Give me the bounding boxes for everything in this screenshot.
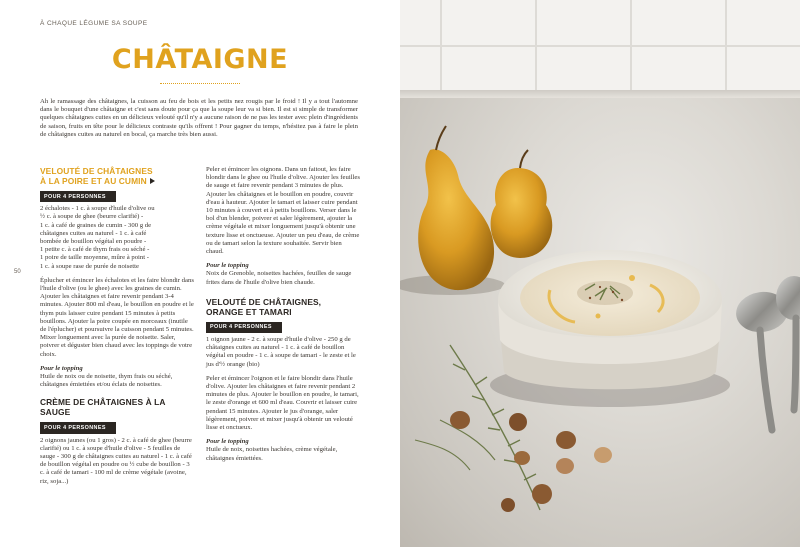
pear-icon: [418, 126, 494, 290]
recipe-title-orange-line2: ORANGE ET TAMARI: [206, 306, 292, 317]
steps-poire: Éplucher et émincer les échalotes et les faire blondir dans l'huile d'olive (ou le ghee) avec les graines de cumin. Ajouter les châtaignes et faire revenir pendant 3-4 minutes. Ajouter 800 ml d'eau, le bouillon en poudre et le thym puis laisser cuire pendant 15 minutes à petits bouillons. Ajouter la poire coupée en morceaux (inutile de l'éplucher) et poursuivre la cuisson pendant 5 minutes. Mixer longuement avec la purée de noisette. Saler, poivrer et déguster bien chaud avec les toppings de votre choix.: [40, 276, 194, 358]
ingredient-line: ½ c. à soupe de ghee (beurre clarifié) -: [40, 213, 144, 221]
food-photo-illustration: [400, 0, 800, 547]
topping-sauge: Noix de Grenoble, noisettes hachées, feuilles de sauge frites dans de l'huile d'olive bien chaude.: [206, 270, 352, 286]
persons-badge-orange: POUR 4 PERSONNES: [206, 322, 282, 333]
recipe-title-orange-line1: VELOUTÉ DE CHÂTAIGNES,: [206, 296, 322, 307]
ingredient-line: 1 petite c. à café de thym frais ou séché -: [40, 246, 150, 254]
ingredient-line: 1 poire de taille moyenne, mûre à point -: [40, 254, 150, 262]
page-title: CHÂTAIGNE: [111, 44, 289, 75]
persons-badge-sauge: POUR 4 PERSONNES: [40, 422, 116, 433]
ingredients-poire: [40, 205, 195, 271]
topping-label-poire: Pour le topping: [40, 364, 83, 372]
recipe-title-sauge: CRÈME DE CHÂTAIGNES À LA SAUGE: [40, 397, 166, 418]
topping-orange: Huile de noix, noisettes hachées, crème végétale, châtaignes émiettées.: [206, 446, 338, 462]
steps-sauge: Peler et émincer les oignons. Dans un faitout, les faire blondir dans le ghee ou l'huile d'olive. Ajouter les feuilles de sauge et faire revenir pendant 3 minutes de plus. Ajouter les châtaignes et le bouillon en poudre, couvrir d'eau à hauteur. Ajouter le tamari et laisser cuire pendant 10 minutes à couvert et à petits bouillons. Verser dans le bol d'un blender, poivrer et saler légèrement, ajouter la crème végétale et mixer longuement jusqu'à obtenir une texture lisse et onctueuse. Ajouter un peu d'eau, de crème ou de tamari selon la texture souhaitée. Servir bien chaud.: [206, 166, 360, 256]
intro-paragraph: Ah le ramassage des châtaignes, la cuisson au feu de bois et les petits nez rougis par le froid ! Il y a tout l'automne dans le bouquet d'une châtaigne et c'est sans doute pour ça que la soupe leur va si bien. Il est si simple de transformer quelques châtaignes cuites en un délicieux velouté qu'il n'y a aucune raison de ne pas les tester avec plein d'ingrédients de saison, fruits en tête pour le délicieux contraste qu'ils offrent ! Pour gagner du temps, n'hésitez pas à faire le plein de châtaignes cuites au naturel en bocal, ça marche très bien aussi.: [40, 98, 358, 138]
recipe-title-poire-line2: À LA POIRE ET AU CUMIN: [40, 176, 147, 186]
persons-badge-poire: POUR 4 PERSONNES: [40, 191, 116, 202]
page-number: 50: [14, 269, 21, 275]
title-divider: [160, 83, 240, 84]
topping-garnish: [577, 281, 633, 305]
photo-page: [400, 0, 800, 547]
running-head: À CHAQUE LÉGUME SA SOUPE: [40, 20, 148, 27]
topping-poire: Huile de noix ou de noisette, thym frais ou séché, châtaignes émiettées et/ou éclats de noisettes.: [40, 373, 173, 389]
hazelnut-icon: [450, 411, 612, 512]
steps-orange: Peler et émincer l'oignon et le faire blondir dans l'huile d'olive. Ajouter les châtaignes et faire revenir pendant 2 minutes de plus. Ajouter le bouillon en poudre, le tamari, le zeste d'orange et 600 ml d'eau. Couvrir et laisser cuire pendant 15 minutes. Ajouter le jus d'orange, saler légèrement, poivrer et mixer jusqu'à obtenir un velouté lisse et onctueux.: [206, 374, 359, 432]
ingredient-line: châtaignes cuites au naturel - 1 c. à café: [40, 229, 147, 237]
left-column: [40, 166, 195, 492]
recipe-title-poire-line1: VELOUTÉ DE CHÂTAIGNES: [40, 166, 153, 176]
recipe-title-poire-line2-wrap: [40, 176, 195, 186]
recipe-title-poire: [40, 166, 195, 186]
topping-label-sauge: Pour le topping: [206, 262, 249, 270]
ingredient-line: 1 c. à soupe rase de purée de noisette: [40, 262, 139, 270]
ingredients-sauge: 2 oignons jaunes (ou 1 gros) - 2 c. à café de ghee (beurre clarifié) ou 1 c. à soupe d'huile d'olive - 5 feuilles de sauge - 300 g de châtaignes cuites au naturel - 1 c. à café de bouillon végétal en poudre ou ½ cube de bouillon - 3 c. à café de tamari - 100 ml de crème végétale (avoine, riz, soja...): [40, 436, 192, 485]
spoon-icon: [776, 276, 800, 410]
ingredient-line: 2 échalotes - 1 c. à soupe d'huile d'olive ou: [40, 205, 155, 213]
arrow-right-icon: [150, 178, 155, 184]
ingredient-line: bombée de bouillon végétal en poudre -: [40, 238, 147, 246]
pear-icon: [491, 150, 553, 258]
right-column: [206, 166, 361, 469]
ingredient-line: 1 c. à café de graines de cumin - 300 g de: [40, 221, 152, 229]
ingredients-orange: 1 oignon jaune - 2 c. à soupe d'huile d'olive - 250 g de châtaignes cuites au naturel - 1 c. à café de bouillon végétal en poudre - 1 c. à soupe de tamari - le zeste et le jus d'½ orange (bio): [206, 336, 356, 368]
recipe-title-orange: [206, 297, 361, 317]
topping-label-orange: Pour le topping: [206, 438, 249, 446]
